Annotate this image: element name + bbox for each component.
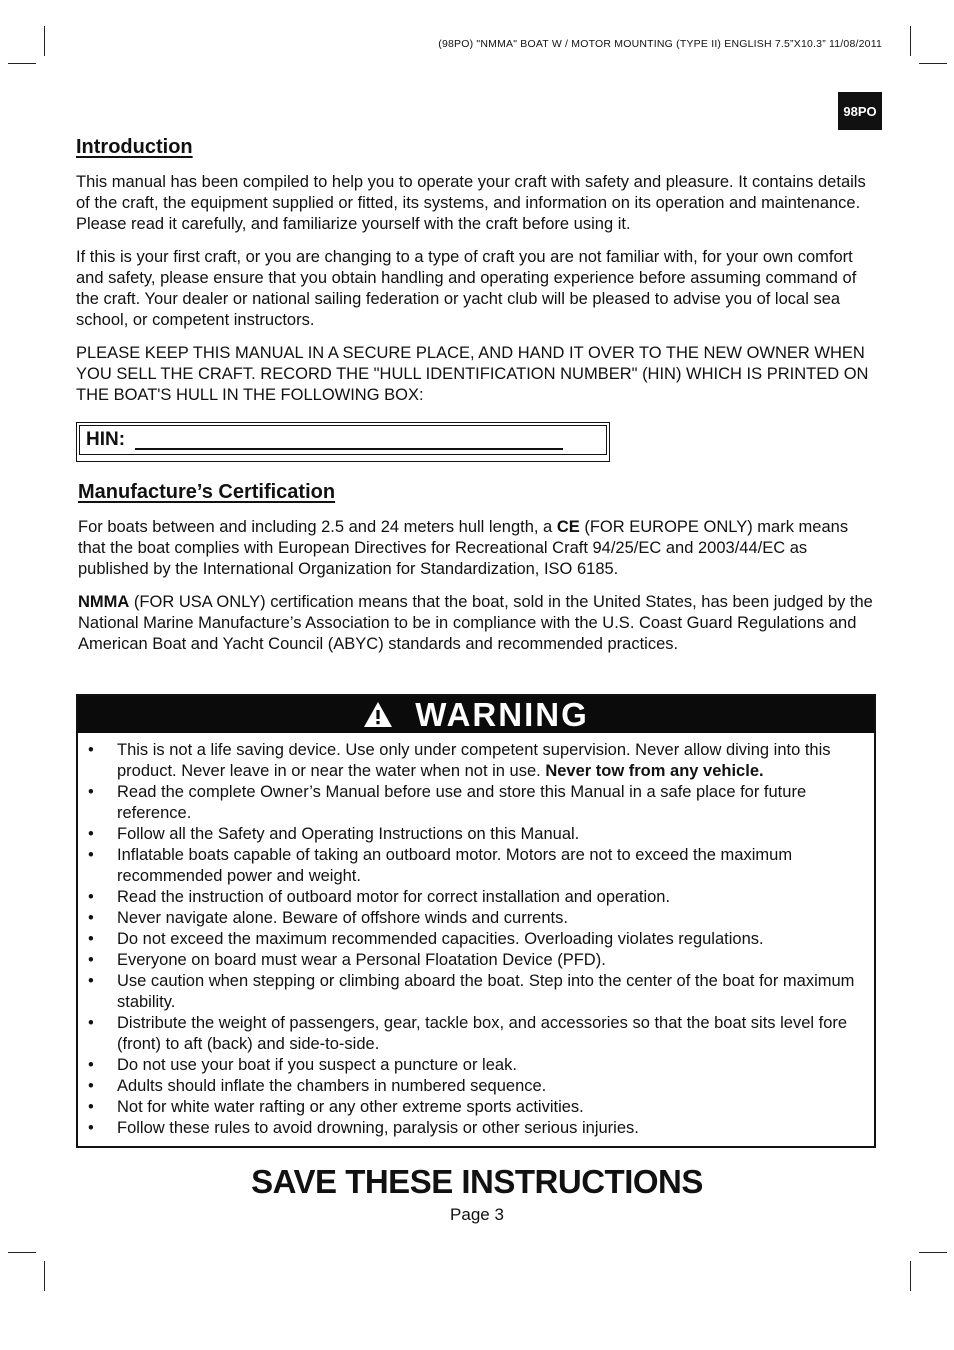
certification-heading: Manufacture’s Certification	[78, 481, 336, 503]
warning-item: • Follow these rules to avoid drowning, paralysis or other serious injuries.	[78, 1118, 866, 1139]
warning-item: • Follow all the Safety and Operating Instructions on this Manual.	[78, 824, 866, 845]
introduction-section	[76, 136, 878, 159]
warning-item: • Use caution when stepping or climbing aboard the boat. Step into the center of the boat for maximum stability.	[78, 971, 866, 1013]
intro-paragraph-block-1	[76, 172, 878, 235]
section-tab: 98PO	[838, 92, 882, 130]
warning-item: • Not for white water rafting or any other extreme sports activities.	[78, 1097, 866, 1118]
introduction-heading: Introduction	[76, 136, 193, 158]
hin-box	[76, 422, 610, 462]
warning-item	[78, 740, 866, 782]
ce-text-post: (FOR EUROPE ONLY) mark means that the boat complies with European Directives for Recreational Craft 94/25/EC and 2003/44/EC as published by the International Organization for Standardization, ISO 6185.	[78, 518, 849, 578]
ce-paragraph-block	[78, 517, 880, 580]
crop-mark	[8, 63, 36, 64]
crop-mark	[919, 63, 947, 64]
warning-item-emphasis: Never tow from any vehicle.	[545, 762, 764, 780]
warning-banner	[78, 696, 874, 733]
warning-item: • Adults should inflate the chambers in numbered sequence.	[78, 1076, 866, 1097]
certification-section	[78, 481, 880, 504]
warning-title: WARNING	[415, 695, 589, 733]
warning-triangle-icon	[363, 701, 393, 728]
save-instructions-title: SAVE THESE INSTRUCTIONS	[251, 1163, 703, 1200]
ce-mark: CE	[556, 518, 580, 536]
page-number: Page 3	[450, 1205, 504, 1224]
warning-box	[76, 694, 876, 1148]
intro-paragraph: This manual has been compiled to help you to operate your craft with safety and pleasure. It contains details of the craft, the equipment supplied or fitted, its systems, and information on its operation and maintenance. Please read it carefully, and familiarize yourself with the craft before using it.	[76, 173, 866, 233]
intro-paragraph: PLEASE KEEP THIS MANUAL IN A SECURE PLACE, AND HAND IT OVER TO THE NEW OWNER WHEN YOU SELL THE CRAFT. RECORD THE "HULL IDENTIFICATION NUMBER" (HIN) WHICH IS PRINTED ON THE BOAT'S HULL IN THE FOLLOWING BOX:	[76, 344, 869, 404]
crop-mark	[44, 1261, 45, 1291]
hin-write-line	[135, 447, 563, 450]
nmma-mark: NMMA	[78, 593, 130, 611]
warning-item: • Do not exceed the maximum recommended capacities. Overloading violates regulations.	[78, 929, 866, 950]
intro-paragraph: If this is your first craft, or you are changing to a type of craft you are not familiar with, for your own comfort and safety, please ensure that you obtain handling and operating experience before assuming command of the craft. Your dealer or national sailing federation or yacht club will be pleased to advise you of local sea school, or competent instructors.	[76, 248, 857, 329]
ce-paragraph	[78, 517, 880, 580]
crop-mark	[919, 1252, 947, 1253]
warning-item: • Everyone on board must wear a Personal Floatation Device (PFD).	[78, 950, 866, 971]
crop-mark	[44, 26, 45, 56]
crop-mark	[910, 1261, 911, 1291]
intro-paragraph-block-2	[76, 247, 878, 331]
intro-paragraph-block-3	[76, 343, 878, 406]
nmma-paragraph	[78, 592, 880, 655]
warning-item: • Do not use your boat if you suspect a puncture or leak.	[78, 1055, 866, 1076]
nmma-text: (FOR USA ONLY) certification means that the boat, sold in the United States, has been judged by the National Marine Manufacture’s Association to be in compliance with the U.S. Coast Guard Regulations and American Boat and Yacht Council (ABYC) standards and recommended practices.	[78, 593, 873, 653]
hin-inner	[79, 425, 607, 455]
warning-item-text: This is not a life saving device. Use only under competent supervision. Never allow diving into this product. Never leave in or near the water when not in use.	[117, 741, 831, 780]
print-spec-line: (98PO) "NMMA" BOAT W / MOTOR MOUNTING (TYPE II) ENGLISH 7.5”X10.3” 11/08/2011	[438, 38, 882, 50]
nmma-paragraph-block	[78, 592, 880, 655]
warning-item: • Distribute the weight of passengers, gear, tackle box, and accessories so that the boat sits level fore (front) to aft (back) and side-to-side.	[78, 1013, 866, 1055]
hin-label: HIN:	[86, 429, 126, 450]
warning-item: • Inflatable boats capable of taking an outboard motor. Motors are not to exceed the maximum recommended power and weight.	[78, 845, 866, 887]
crop-mark	[8, 1252, 36, 1253]
crop-mark	[910, 26, 911, 56]
warning-list	[78, 733, 874, 1139]
warning-item: • Never navigate alone. Beware of offshore winds and currents.	[78, 908, 866, 929]
ce-text-pre: For boats between and including 2.5 and 24 meters hull length, a	[78, 518, 557, 536]
warning-item: • Read the complete Owner’s Manual before use and store this Manual in a safe place for future reference.	[78, 782, 866, 824]
warning-item: • Read the instruction of outboard motor for correct installation and operation.	[78, 887, 866, 908]
